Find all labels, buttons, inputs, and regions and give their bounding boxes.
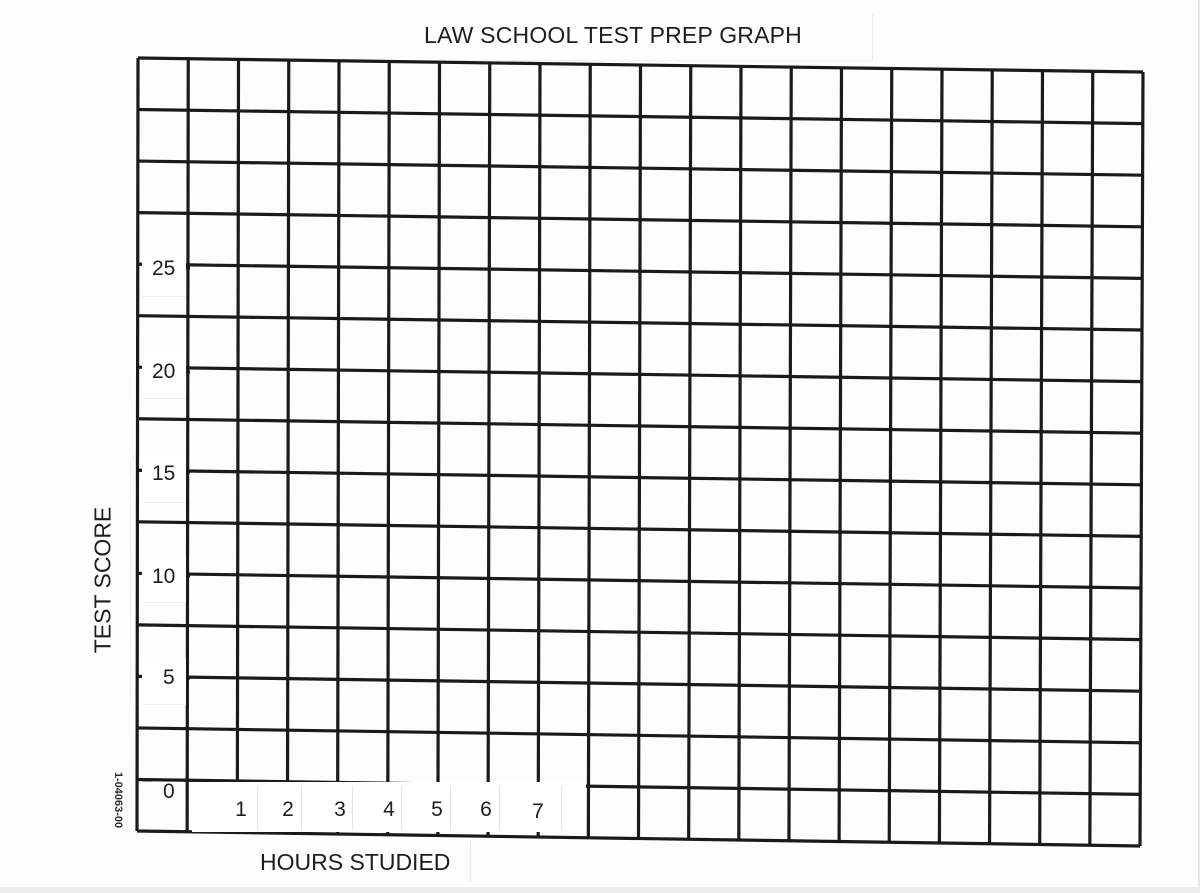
y-tick-label: 25 — [152, 257, 176, 280]
x-tick-divider — [561, 786, 562, 830]
form-number: 1-04063-00 — [112, 771, 124, 829]
y-tick-label: 5 — [163, 666, 175, 689]
x-axis-label: HOURS STUDIED — [260, 849, 451, 875]
x-tick-label: 6 — [480, 798, 492, 821]
chart-title: LAW SCHOOL TEST PREP GRAPH — [424, 22, 802, 48]
y-tick-label: 10 — [152, 565, 176, 588]
x-tick-label: 4 — [383, 798, 395, 821]
y-tick-label: 20 — [152, 360, 176, 383]
x-tick-label: 5 — [431, 798, 443, 821]
x-tick-label: 7 — [532, 800, 544, 823]
y-axis-label: TEST SCORE — [89, 506, 116, 654]
y-tick-label: 15 — [152, 462, 176, 485]
x-tick-label: 1 — [235, 798, 247, 821]
x-tick-label: 3 — [334, 798, 346, 821]
y-tick-label: 0 — [163, 780, 175, 803]
x-tick-divider — [257, 786, 258, 830]
x-tick-label: 2 — [282, 798, 294, 821]
